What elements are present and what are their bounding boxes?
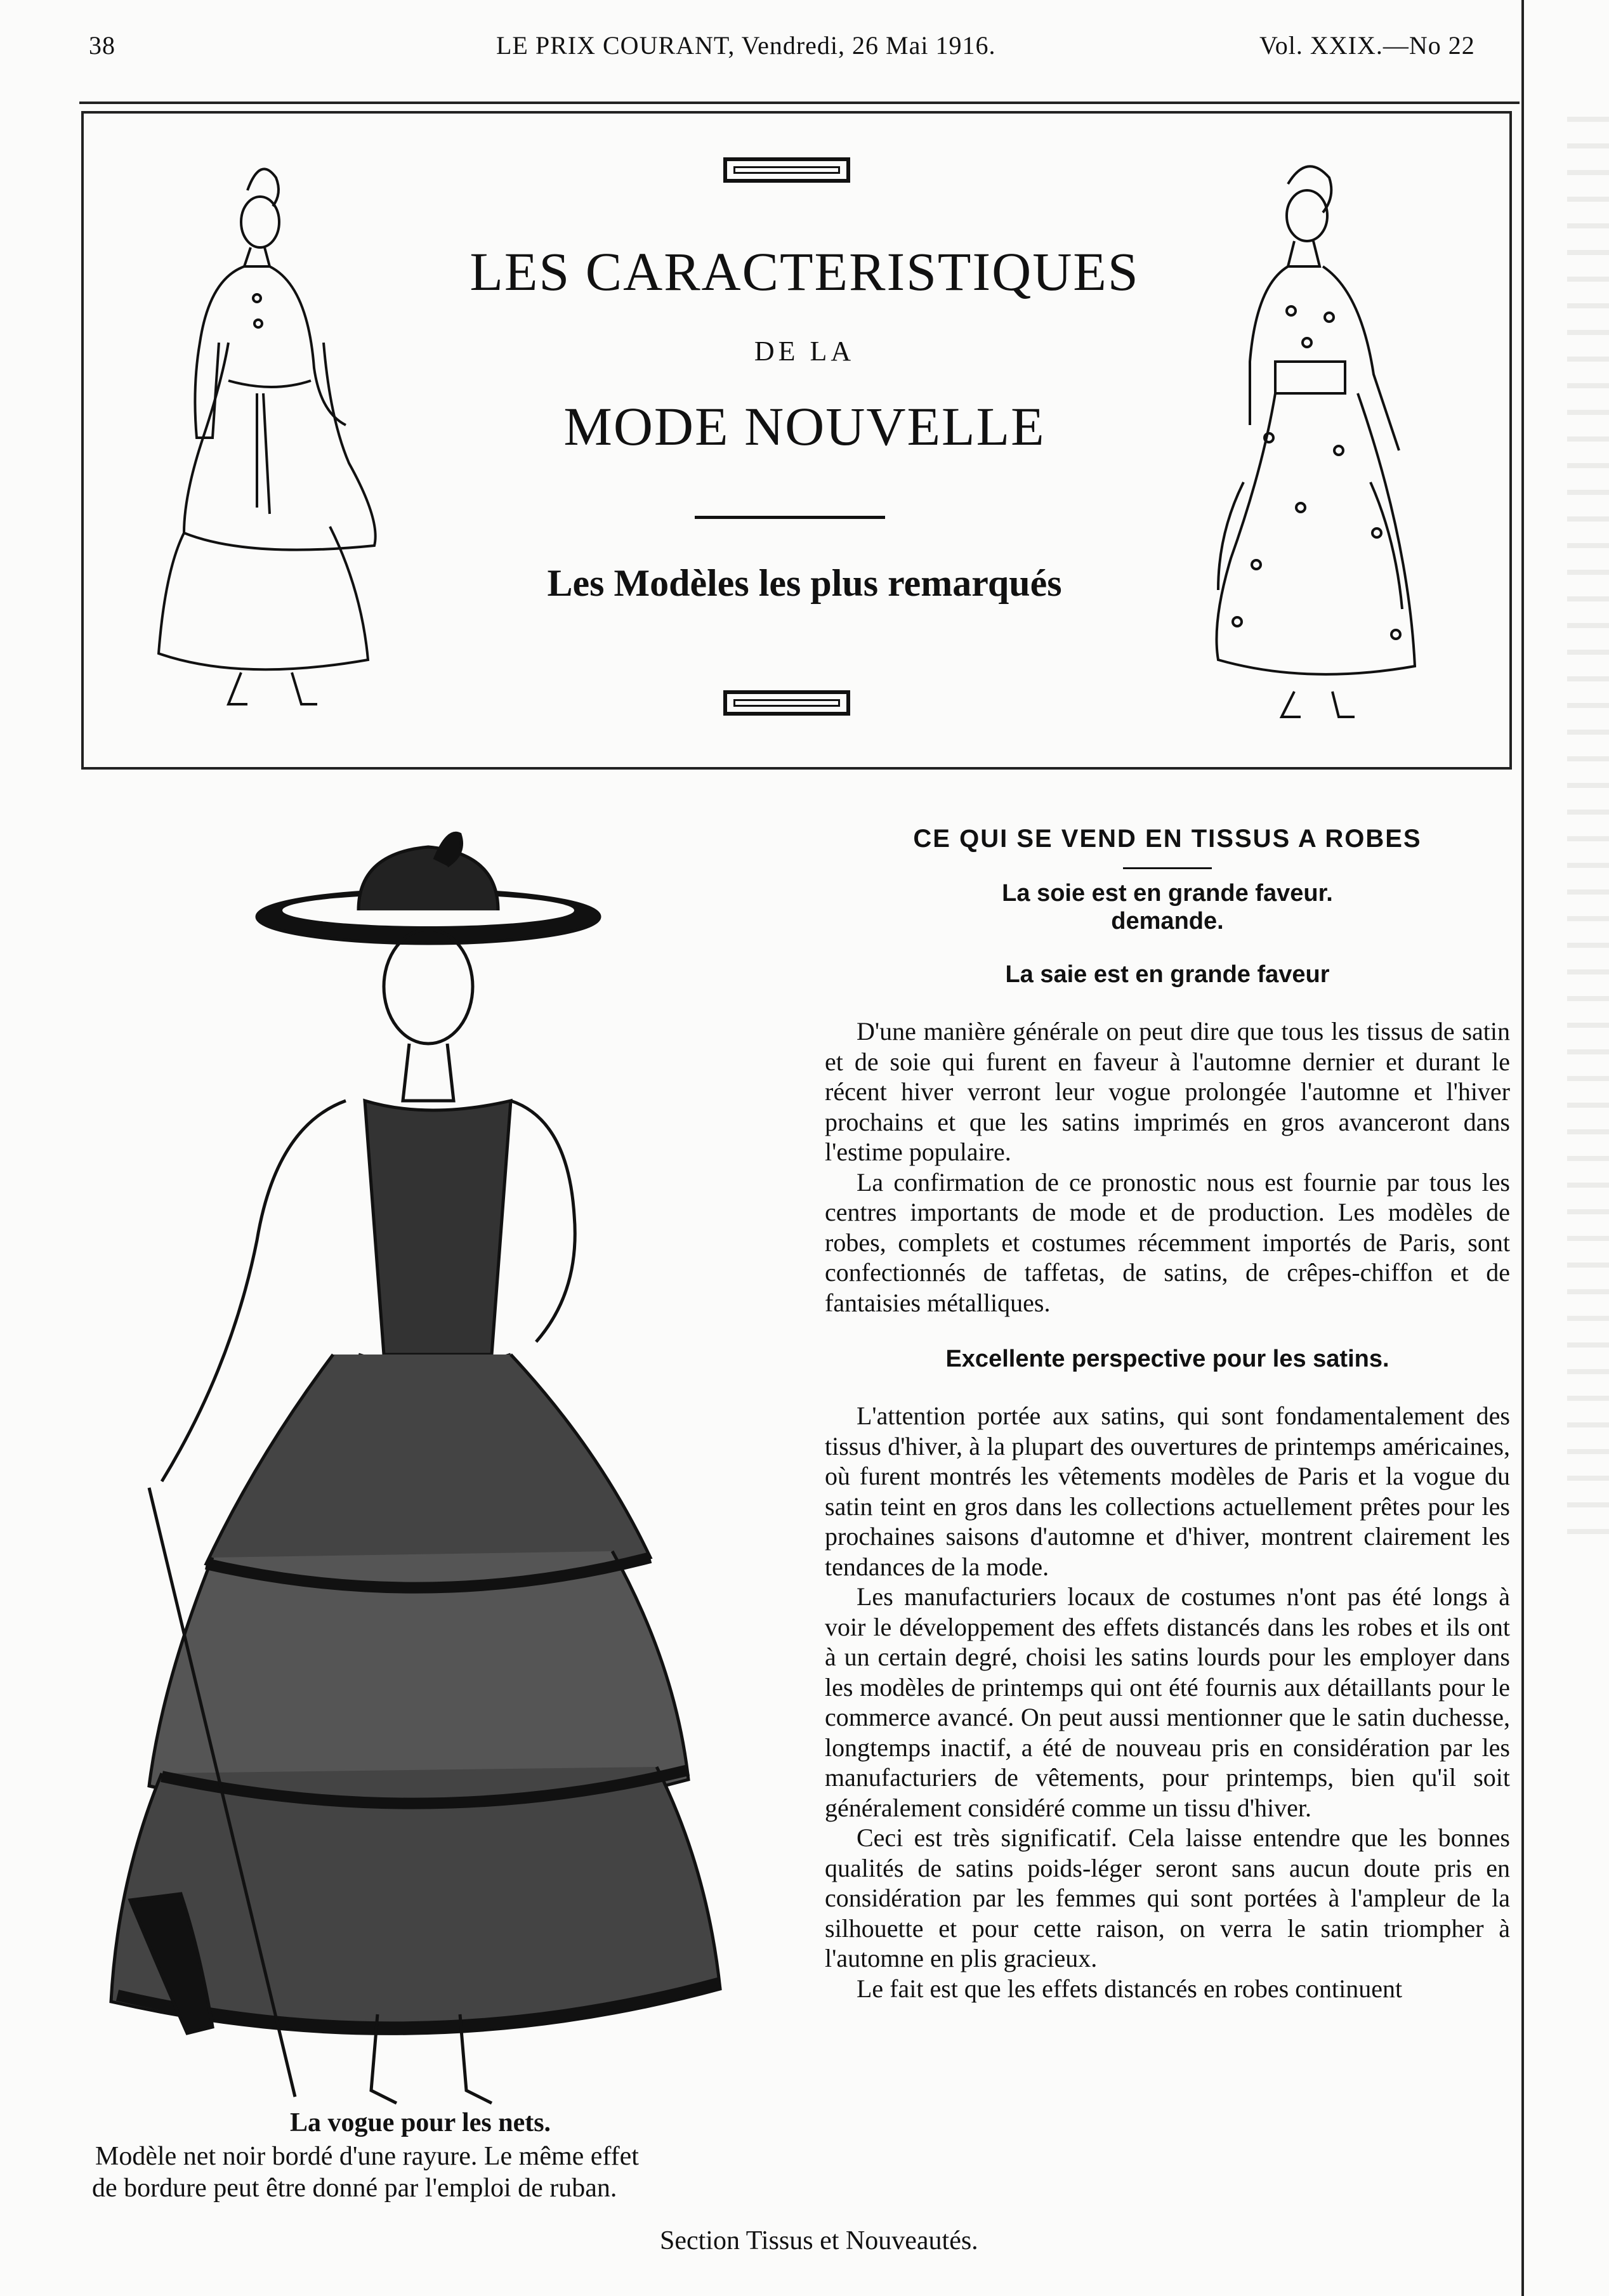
caption-title: La vogue pour les nets. [289, 2108, 551, 2137]
article-paragraph: Ceci est très significatif. Cela laisse entendre que les bonnes qualités de satins poids-léger seront sans aucun doute pris en considération par les femmes qui sont portées à l'ampleur de la silhouette et pour cette raison, on verra le satin triompher à l'automne en plis gracieux. [825, 1823, 1510, 1972]
header-rule [79, 102, 1520, 104]
article-subheading-2: La saie est en grande faveur [1005, 961, 1330, 988]
box-divider [695, 516, 885, 519]
heading-rule [1123, 867, 1212, 869]
box-subtitle: Les Modèles les plus remarqués [547, 562, 1062, 604]
section-heading: Excellente perspective pour les satins. [945, 1346, 1389, 1372]
subheading-line: demande. [1111, 908, 1224, 935]
fashion-illustration-left [133, 152, 400, 723]
article-paragraph: Les manufacturiers locaux de costumes n'ont pas été longs à voir le développement des effets distancés dans les robes et ils ont à un certain degré, choisi les satins lourds pour les employer dans les modèles de printemps qui ont été fournis aux détaillants pour le commerce avancé. On peut aussi mentionner que le satin duchesse, longtemps inactif, a été de nouveau pris en considération par les manufacturiers de vêtements, pour printemps, bien qu'il soit généralement considéré comme un tissu d'hiver. [825, 1582, 1510, 1822]
publication-title: LE PRIX COURANT, Vendredi, 26 Mai 1916. [496, 31, 996, 60]
article-paragraph: D'une manière générale on peut dire que tous les tissus de satin et de soie qui furent en faveur à l'automne dernier et durant le récent hiver verront leur vogue prolongée l'automne et l'hiver prochains et que les satins imprimés en gros avanceront dans l'estime populaire. [825, 1017, 1510, 1166]
page-number: 38 [89, 31, 115, 60]
volume-number: Vol. XXIX.—No 22 [1259, 31, 1475, 60]
adjacent-page-ornament [1567, 95, 1609, 1554]
article-paragraph: Le fait est que les effets distancés en robes continuent [857, 1974, 1403, 2003]
box-title-line3: MODE NOUVELLE [563, 396, 1046, 457]
box-title-line1: LES CARACTERISTIQUES [470, 241, 1139, 302]
article-heading: CE QUI SE VEND EN TISSUS A ROBES [913, 825, 1422, 853]
ornament-top [723, 157, 850, 183]
article-subheading [825, 879, 1510, 935]
article-paragraph: La confirmation de ce pronostic nous est fournie par tous les centres importants de mode et de production. Les modèles de robes, complets et costumes récemment importés de Paris, sont confectionnés de taffetas, de satins, de crêpes-chiffon et de fantaisies métalliques. [825, 1167, 1510, 1317]
caption-line: Modèle net noir bordé d'une rayure. Le même effet [95, 2142, 639, 2171]
section-footer: Section Tissus et Nouveautés. [660, 2226, 978, 2255]
article-column [825, 825, 1510, 2004]
subheading-line: La soie est en grande faveur. [1002, 880, 1333, 907]
article-paragraph: L'attention portée aux satins, qui sont fondamentalement des tissus d'hiver, à la plupart des ouvertures de printemps américaines, où furent montrés les vêtements modèles de Paris et la vogue du satin teint en gros dans les collections actuellement prêtes pour les prochaines saisons d'automne et d'hiver, montrent clairement les tendances de la mode. [825, 1401, 1510, 1581]
fashion-illustration-main [105, 822, 739, 2122]
caption-line: de bordure peut être donné par l'emploi de ruban. [92, 2174, 617, 2203]
ornament-bottom [723, 690, 850, 716]
box-title-line2: DE LA [754, 336, 855, 367]
fashion-illustration-right [1180, 152, 1447, 723]
